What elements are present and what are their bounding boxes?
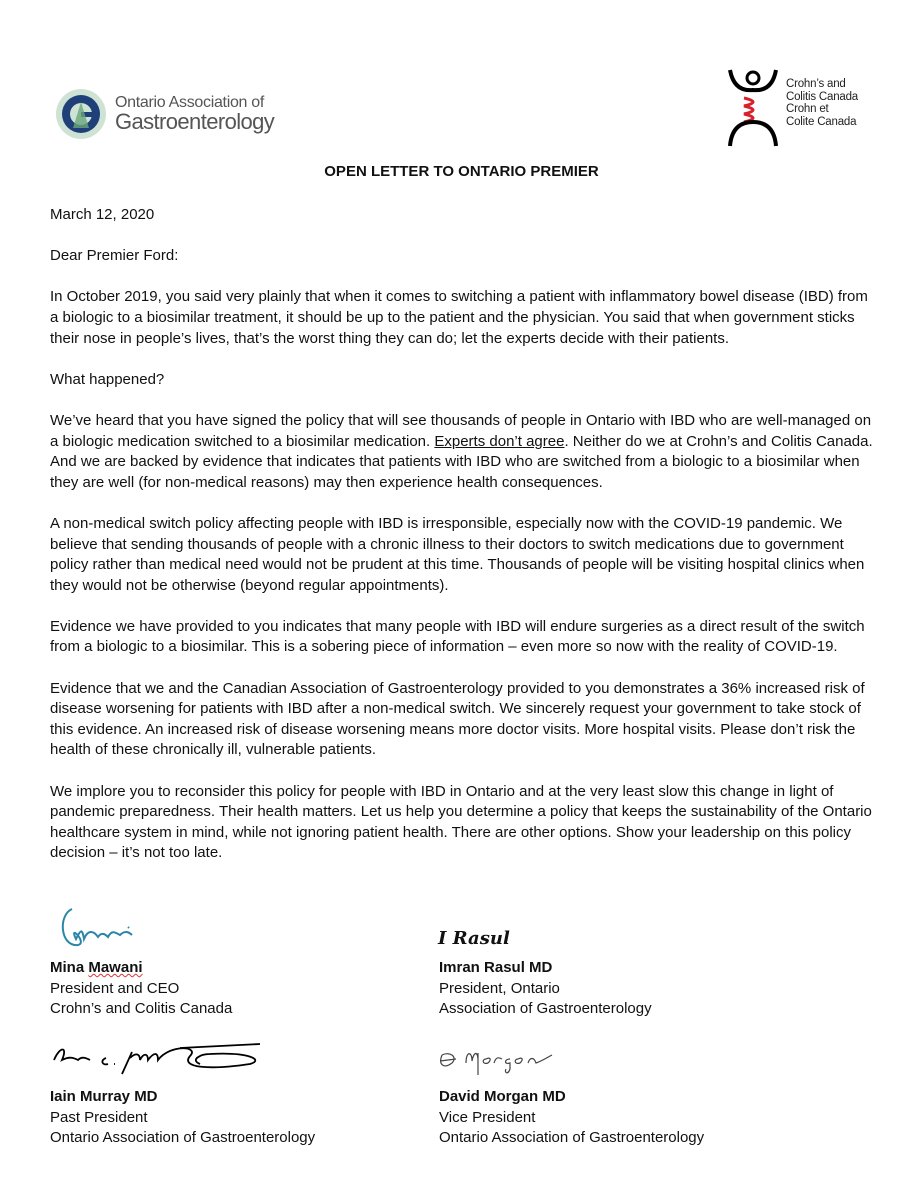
signatory-org: Ontario Association of Gastroenterology (439, 1129, 705, 1147)
ccc-logo-line: Crohn’s and (786, 78, 846, 90)
paragraph: What happened? (50, 370, 165, 388)
signature-mawani (58, 905, 148, 950)
signatory-morgan (439, 1087, 704, 1149)
paragraph: We implore you to reconsider this policy for people with IBD in Ontario and at the very least slow this change in light of pandemic preparedness. Their health matters. Let us help you determine a policy that keeps the sustainability of the Ontario healthcare system in mind, while not ignoring patient health. There are other options. Show your leadership on this policy decision – it’s not too late. (50, 782, 872, 862)
ccc-logo-line: Colitis Canada (786, 90, 858, 103)
letter-body (50, 205, 876, 885)
salutation: Dear Premier Ford: (50, 247, 179, 265)
signatory-name: Imran Rasul MD (439, 959, 553, 976)
signature-rasul: I Rasul (438, 928, 510, 949)
letter-date: March 12, 2020 (50, 206, 155, 223)
letter-title: OPEN LETTER TO ONTARIO PREMIER (324, 163, 599, 180)
signatory-role: Past President (50, 1108, 148, 1126)
signatory-org: Ontario Association of Gastroenterology (50, 1129, 316, 1147)
oag-emblem-icon (55, 88, 107, 140)
ccc-logo-line: Colite Canada (786, 115, 857, 128)
signatory-name: David Morgan MD (439, 1088, 566, 1105)
signatory-name: Iain Murray MD (50, 1088, 158, 1105)
text: . Neither do we at Crohn’s and Colitis Canada. And we are backed by evidence that indicates that patients with IBD who are switched from a biologic to a biosimilar when they are well (for non-medical reasons) may then experience health consequences. (50, 432, 873, 491)
ccc-logo-line: Crohn et (786, 103, 829, 115)
signature-murray (50, 1040, 270, 1076)
signatory-murray (50, 1087, 315, 1149)
signatory-role: Vice President (439, 1108, 536, 1126)
underlined-text: Experts don’t agree (434, 432, 565, 450)
paragraph: Evidence that we and the Canadian Association of Gastroenterology provided to you demonstrates a 36% increased risk of disease worsening for patients with IBD after a non-medical switch. We sincerely request your government to take stock of this evidence. An increased risk of disease worsening means more doctor visits. More hospital visits. Please don’t risk the health of these chronically ill, vulnerable patients. (50, 679, 865, 759)
first-name: Mina (50, 959, 89, 976)
text: We’ve heard that you have signed the policy that will see thousands of people in Ontario with IBD who are well-managed on a biologic medication switched to a biosimilar medication. (50, 411, 872, 450)
paragraph: In October 2019, you said very plainly that when it comes to switching a patient with inflammatory bowel disease (IBD) from a biologic to a biosimilar treatment, it should be up to the patient and the physician. You said that when government sticks their nose in people’s lives, that’s the worst thing they can do; let the experts decide with their patients. (50, 288, 868, 347)
signatory-org: Association of Gastroenterology (439, 1000, 652, 1018)
paragraph: A non-medical switch policy affecting people with IBD is irresponsible, especially now with the COVID-19 pandemic. We believe that sending thousands of people with a chronic illness to their doctors to switch medications due to government policy rather than medical need would not be prudent at this time. Thousands of people will be visiting hospital clinics when they would not be otherwise (beyond regular appointments). (50, 514, 865, 594)
signatory-org: Crohn’s and Colitis Canada (50, 1000, 233, 1018)
oag-logo-line2: Gastroenterology (115, 109, 275, 134)
signature-morgan (436, 1045, 556, 1081)
ccc-figure-icon (726, 66, 780, 148)
signatory-role: President, Ontario (439, 979, 560, 997)
oag-logo-line1: Ontario Association of (115, 94, 265, 111)
signatory-role: President and CEO (50, 979, 180, 997)
paragraph (50, 411, 876, 493)
oag-logo (55, 88, 274, 140)
last-name: Mawani (88, 959, 143, 976)
signatory-mawani (50, 958, 232, 1020)
ccc-logo (726, 66, 858, 148)
signatory-name (50, 958, 232, 979)
paragraph: Evidence we have provided to you indicates that many people with IBD will endure surgeries as a direct result of the switch from a biologic to a biosimilar. This is a sobering piece of information – even more so now with the reality of COVID-19. (50, 617, 865, 656)
signatory-rasul (439, 958, 652, 1020)
